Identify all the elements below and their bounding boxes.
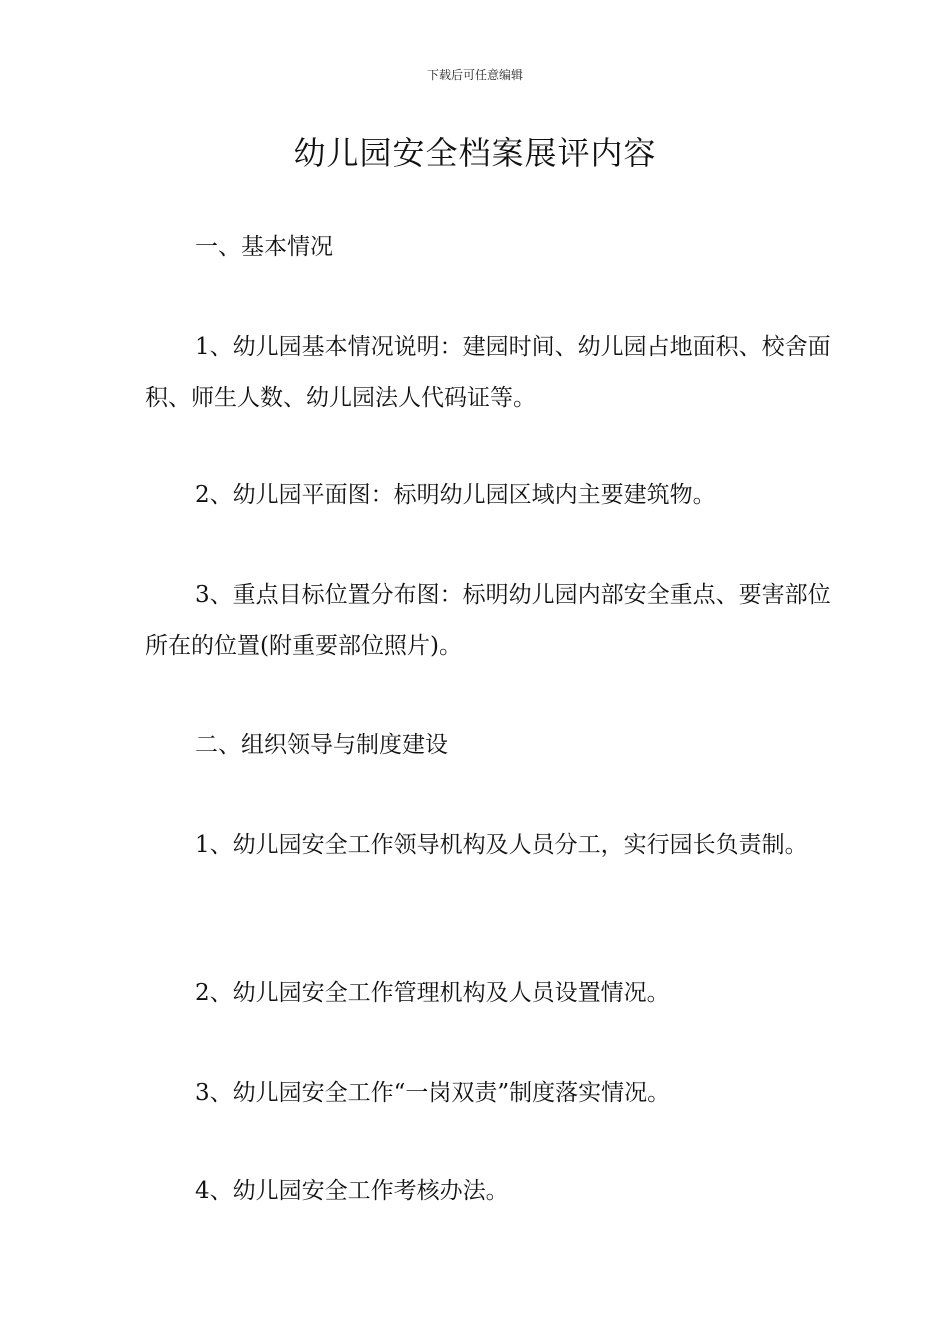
paragraph-item: 4、幼儿园安全工作考核办法。 (195, 1178, 509, 1204)
paragraph-item: 1、幼儿园安全工作领导机构及人员分工，实行园长负责制。 (195, 832, 808, 858)
section-heading-organization: 二、组织领导与制度建设 (195, 732, 448, 758)
paragraph-item: 1、幼儿园基本情况说明：建园时间、幼儿园占地面积、校舍面积、师生人数、幼儿园法人代码证等。 (145, 334, 831, 411)
paragraph-item: 3、幼儿园安全工作“一岗双责”制度落实情况。 (195, 1080, 671, 1106)
paragraph-item: 2、幼儿园平面图：标明幼儿园区域内主要建筑物。 (195, 482, 716, 508)
document-title: 幼儿园安全档案展评内容 (293, 134, 657, 172)
section-heading-basic-info: 一、基本情况 (195, 234, 333, 260)
paragraph-item: 2、幼儿园安全工作管理机构及人员设置情况。 (195, 980, 670, 1006)
paragraph-item: 3、重点目标位置分布图：标明幼儿园内部安全重点、要害部位所在的位置(附重要部位照片)。 (145, 582, 831, 659)
page-header-note: 下载后可任意编辑 (426, 68, 523, 82)
